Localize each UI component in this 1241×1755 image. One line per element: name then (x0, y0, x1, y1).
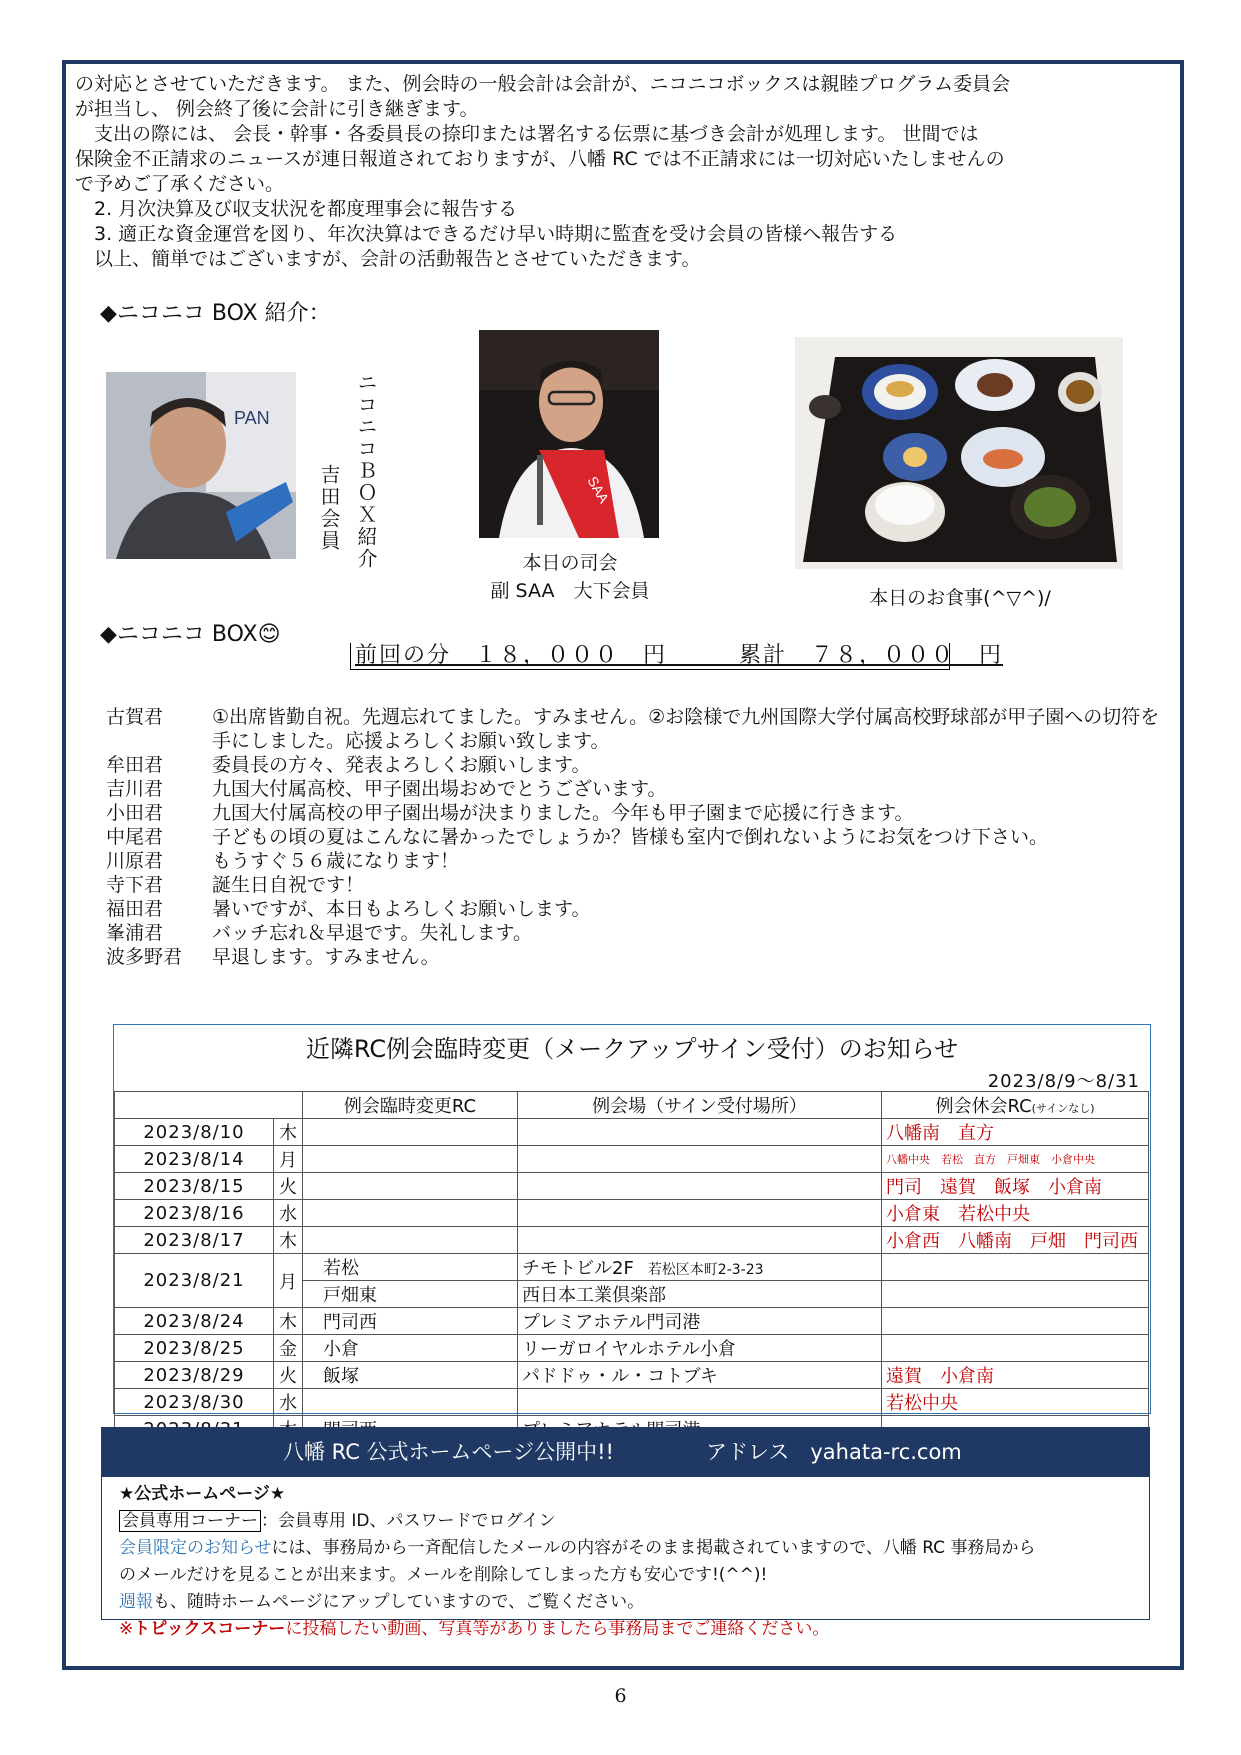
niconico-tally (350, 643, 1004, 670)
schedule-venue (518, 1227, 882, 1254)
comment-text: 九国大付属高校の甲子園出場が決まりました。今年も甲子園まで応援に行きます。 (212, 802, 914, 824)
header-closed-label: 例会休会RC (935, 1096, 1032, 1117)
schedule-date: 2023/8/10 (115, 1119, 274, 1146)
comment-row (106, 945, 1166, 969)
intro-line: 支出の際には、 会長・幹事・各委員長の捺印または署名する伝票に基づき会計が処理します。 世間では (75, 123, 979, 145)
intro-line: 3. 適正な資金運営を図り、年次決算はできるだけ早い時期に監査を受け会員の皆様へ報告する (75, 223, 898, 245)
comment-text: もうすぐ５６歳になります！ (212, 850, 460, 872)
schedule-changed-rc (303, 1173, 518, 1200)
schedule-date: 2023/8/24 (115, 1308, 274, 1335)
schedule-row (115, 1173, 1149, 1200)
schedule-venue (518, 1119, 882, 1146)
schedule-venue (518, 1173, 882, 1200)
schedule-date: 2023/8/29 (115, 1362, 274, 1389)
intro-line: で予めご了承ください。 (75, 173, 285, 195)
mc-photo (479, 330, 659, 538)
schedule-weekday: 月 (274, 1146, 303, 1173)
comment-row (106, 873, 1166, 897)
schedule-changed-rc: 門司西 (303, 1308, 518, 1335)
comment-row (106, 777, 1166, 801)
notice-text-2: のメールだけを見ることが出来ます。メールを削除してしまった方も安心です!(^^)! (119, 1565, 768, 1585)
schedule-row (115, 1200, 1149, 1227)
schedule-changed-rc (303, 1389, 518, 1416)
schedule-closed-rc (882, 1335, 1149, 1362)
comment-text: ①出席皆勤自祝。先週忘れてました。すみません。②お陰様で九州国際大学付属高校野球部が甲子園への切符を手にしました。応援よろしくお願い致します。 (212, 706, 1160, 752)
schedule-date: 2023/8/21 (115, 1254, 274, 1308)
schedule-period: 2023/8/9～8/31 (987, 1071, 1140, 1092)
schedule-closed-rc: 門司 遠賀 飯塚 小倉南 (882, 1173, 1149, 1200)
comment-member-name: 波多野君 (106, 946, 183, 968)
schedule-header-row (115, 1092, 1149, 1119)
intro-line: の対応とさせていただきます。 また、例会時の一般会計は会計が、ニコニコボックスは親睦プログラム委員会 (75, 73, 1011, 95)
homepage-banner (101, 1427, 1150, 1477)
venue-name: チモトビル2F (522, 1258, 634, 1279)
comment-member-name: 小田君 (106, 802, 164, 824)
notice-text-1: には、事務局から一斉配信したメールの内容がそのまま掲載されていますので、八幡 RC 事務局から (271, 1538, 1036, 1558)
schedule-weekday: 金 (274, 1335, 303, 1362)
schedule-venue (518, 1200, 882, 1227)
schedule-date: 2023/8/30 (115, 1389, 274, 1416)
comment-text: 子どもの頃の夏はこんなに暑かったでしょうか？皆様も室内で倒れないようにお気をつけ下さい。 (212, 826, 1049, 848)
intro-line: 以上、簡単ではございますが、会計の活動報告とさせていただきます。 (75, 248, 701, 270)
schedule-table (114, 1091, 1149, 1443)
schedule-closed-rc (882, 1308, 1149, 1335)
schedule-venue: 西日本工業倶楽部 (518, 1281, 882, 1308)
weekly-label: 週報 (119, 1592, 153, 1612)
comment-row (106, 849, 1166, 873)
schedule-date: 2023/8/17 (115, 1227, 274, 1254)
schedule-closed-rc: 八幡中央 若松 直方 戸畑東 小倉中央 (882, 1146, 1149, 1173)
header-closed-note: (サインなし) (1031, 1102, 1095, 1115)
intro-line: 2. 月次決算及び収支状況を都度理事会に報告する (75, 198, 518, 220)
schedule-row (115, 1254, 1149, 1281)
topic-prefix: ※ (119, 1619, 134, 1639)
header-venue: 例会場（サイン受付場所） (518, 1092, 882, 1119)
mc-caption (440, 549, 700, 605)
schedule-changed-rc: 戸畑東 (303, 1281, 518, 1308)
schedule-closed-rc (882, 1281, 1149, 1308)
page-number: 6 (614, 1685, 627, 1707)
schedule-changed-rc (303, 1119, 518, 1146)
photo1-backdrop-text: PAN (234, 408, 270, 428)
topic-text: に投稿したい動画、写真等がありましたら事務局までご連絡ください。 (285, 1619, 830, 1639)
schedule-changed-rc: 若松 (303, 1254, 518, 1281)
schedule-venue: リーガロイヤルホテル小倉 (518, 1335, 882, 1362)
schedule-changed-rc: 飯塚 (303, 1362, 518, 1389)
schedule-row (115, 1389, 1149, 1416)
comment-text: バッチ忘れ＆早退です。失礼します。 (212, 922, 532, 944)
schedule-changed-rc: 小倉 (303, 1335, 518, 1362)
niconico-intro-heading: ◆ニコニコ BOX 紹介： (100, 301, 331, 326)
member-photo-yoshida (106, 372, 296, 559)
members-corner-desc: ：会員専用 ID、パスワードでログイン (261, 1511, 556, 1531)
schedule-venue: パドドゥ・ル・コトブキ (518, 1362, 882, 1389)
header-rc: 例会臨時変更RC (303, 1092, 518, 1119)
homepage-info (101, 1477, 1150, 1639)
schedule-closed-rc (882, 1254, 1149, 1281)
niconico-box-heading: ◆ニコニコ BOX😊 (100, 622, 281, 647)
schedule-closed-rc: 遠賀 小倉南 (882, 1362, 1149, 1389)
schedule-weekday: 火 (274, 1362, 303, 1389)
comment-text: 早退します。すみません。 (212, 946, 440, 968)
schedule-closed-rc: 小倉西 八幡南 戸畑 門司西 (882, 1227, 1149, 1254)
neighbor-rc-schedule (113, 1024, 1151, 1414)
niconico-box-intro-vertical-title: ニコニコＢＯＸ紹介 (354, 372, 378, 570)
schedule-changed-rc (303, 1200, 518, 1227)
schedule-date: 2023/8/15 (115, 1173, 274, 1200)
comment-text: 暑いですが、本日もよろしくお願いします。 (212, 898, 591, 920)
header-closed (882, 1092, 1149, 1119)
comment-row (106, 801, 1166, 825)
schedule-closed-rc: 八幡南 直方 (882, 1119, 1149, 1146)
schedule-changed-rc (303, 1146, 518, 1173)
comment-member-name: 中尾君 (106, 826, 164, 848)
weekly-text: も、随時ホームページにアップしていますので、ご覧ください。 (153, 1592, 645, 1612)
comment-member-name: 古賀君 (106, 706, 164, 728)
schedule-row (115, 1308, 1149, 1335)
schedule-weekday: 火 (274, 1173, 303, 1200)
schedule-closed-rc: 小倉東 若松中央 (882, 1200, 1149, 1227)
tally-text: 前回の分 １８，０００ 円 累計 ７８，０００ 円 (355, 643, 1004, 668)
venue-address: 若松区本町2-3-23 (647, 1262, 764, 1278)
schedule-date: 2023/8/14 (115, 1146, 274, 1173)
comment-member-name: 川原君 (106, 850, 164, 872)
mc-caption-line1: 本日の司会 (522, 552, 618, 574)
mc-caption-line2: 副 SAA 大下会員 (490, 580, 650, 602)
homepage-banner-left: 八幡 RC 公式ホームページ公開中!! (283, 1440, 614, 1464)
members-corner-label: 会員専用コーナー (119, 1510, 261, 1532)
schedule-row (115, 1362, 1149, 1389)
comment-text: 誕生日自祝です！ (212, 874, 365, 896)
comment-row (106, 705, 1166, 753)
comment-text: 委員長の方々、発表よろしくお願いします。 (212, 754, 591, 776)
schedule-row (115, 1335, 1149, 1362)
comment-text: 九国大付属高校、甲子園出場おめでとうございます。 (212, 778, 667, 800)
intro-line: 保険金不正請求のニュースが連日報道されておりますが、八幡 RC では不正請求には一切対応いたしませんの (75, 148, 1005, 170)
comment-row (106, 897, 1166, 921)
photo2-sash-text: SAA (584, 473, 613, 506)
member-name-vertical: 吉田会員 (317, 464, 341, 552)
schedule-row (115, 1227, 1149, 1254)
comment-row (106, 921, 1166, 945)
meal-caption: 本日のお食事(^▽^)/ (869, 587, 1051, 609)
member-comments (106, 705, 1166, 969)
comment-member-name: 牟田君 (106, 754, 164, 776)
comment-row (106, 753, 1166, 777)
schedule-date: 2023/8/16 (115, 1200, 274, 1227)
homepage-address[interactable]: アドレス yahata-rc.com (706, 1440, 962, 1464)
schedule-row (115, 1146, 1149, 1173)
schedule-changed-rc (303, 1227, 518, 1254)
comment-member-name: 吉川君 (106, 778, 164, 800)
homepage-title: ★公式ホームページ★ (119, 1484, 286, 1504)
schedule-weekday: 水 (274, 1389, 303, 1416)
topic-label: トピックスコーナー (133, 1619, 286, 1639)
schedule-weekday: 木 (274, 1308, 303, 1335)
schedule-row (115, 1119, 1149, 1146)
schedule-closed-rc: 若松中央 (882, 1389, 1149, 1416)
comment-member-name: 寺下君 (106, 874, 164, 896)
schedule-title: 近隣RC例会臨時変更（メークアップサイン受付）のお知らせ (305, 1035, 959, 1063)
schedule-weekday: 水 (274, 1200, 303, 1227)
comment-member-name: 福田君 (106, 898, 164, 920)
schedule-date: 2023/8/25 (115, 1335, 274, 1362)
schedule-venue (518, 1389, 882, 1416)
notice-label: 会員限定のお知らせ (119, 1538, 272, 1558)
intro-text (75, 72, 1175, 272)
schedule-venue (518, 1146, 882, 1173)
comment-member-name: 峯浦君 (106, 922, 164, 944)
comment-row (106, 825, 1166, 849)
schedule-weekday: 木 (274, 1227, 303, 1254)
intro-line: が担当し、 例会終了後に会計に引き継ぎます。 (75, 98, 479, 120)
schedule-venue (518, 1254, 882, 1281)
schedule-venue: プレミアホテル門司港 (518, 1308, 882, 1335)
meal-photo (795, 337, 1123, 569)
schedule-weekday: 木 (274, 1119, 303, 1146)
schedule-weekday: 月 (274, 1254, 303, 1308)
